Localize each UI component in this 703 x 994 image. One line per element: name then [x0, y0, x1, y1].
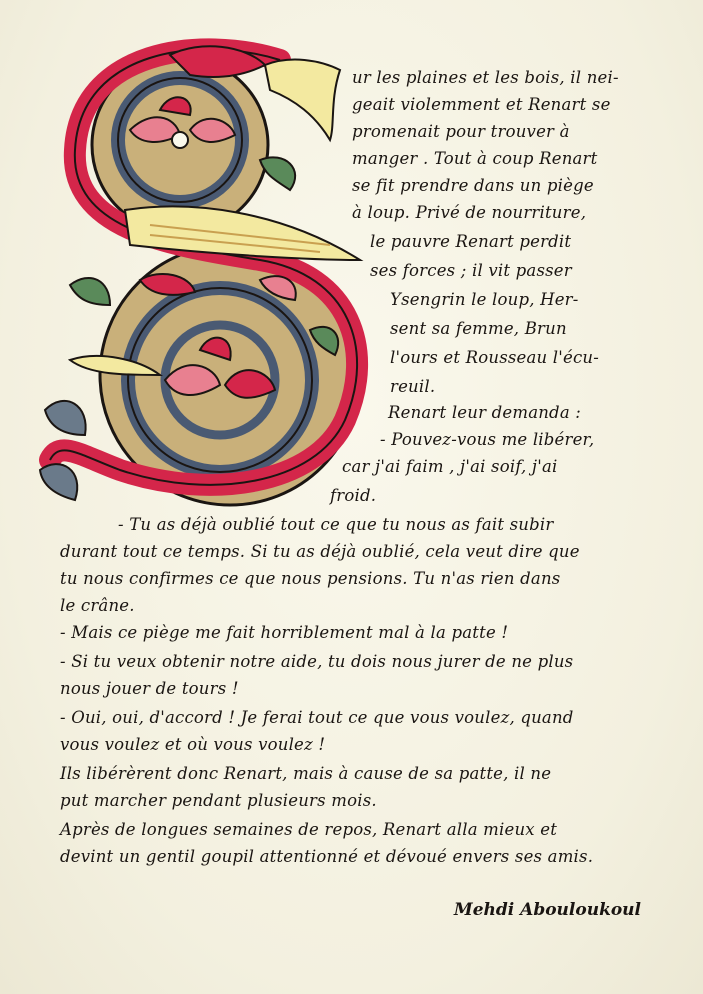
text-line: nous jouer de tours !: [60, 679, 239, 698]
text-line: geait violemment et Renart se: [352, 95, 611, 114]
text-line: - Mais ce piège me fait horriblement mal à la patte !: [60, 623, 509, 642]
text-line: promenait pour trouver à: [352, 122, 570, 141]
text-line: à loup. Privé de nourriture,: [352, 203, 587, 222]
author-signature: Mehdi Abouloukoul: [453, 900, 641, 920]
text-line: Ysengrin le loup, Her-: [390, 290, 579, 309]
text-line: ses forces ; il vit passer: [370, 261, 572, 280]
text-line: Ils libérèrent donc Renart, mais à cause de sa patte, il ne: [60, 764, 552, 783]
text-line: se fit prendre dans un piège: [352, 176, 594, 195]
text-line: vous voulez et où vous voulez !: [60, 735, 326, 754]
text-line: l'ours et Rousseau l'écu-: [390, 348, 600, 367]
text-line: le pauvre Renart perdit: [370, 232, 572, 251]
text-line: le crâne.: [60, 596, 135, 615]
text-line: devint un gentil goupil attentionné et dévoué envers ses amis.: [60, 847, 594, 866]
text-line: Renart leur demanda :: [388, 403, 582, 422]
text-line: froid.: [330, 486, 377, 505]
text-line: sent sa femme, Brun: [390, 319, 567, 338]
text-line: tu nous confirmes ce que nous pensions. Tu n'as rien dans: [60, 569, 561, 588]
text-line: manger . Tout à coup Renart: [352, 149, 598, 168]
text-line: - Tu as déjà oublié tout ce que tu nous as fait subir: [118, 515, 554, 534]
illuminated-drop-cap-s-icon: [30, 30, 380, 520]
text-line: car j'ai faim , j'ai soif, j'ai: [342, 457, 558, 476]
text-line: - Si tu veux obtenir notre aide, tu dois nous jurer de ne plus: [60, 652, 574, 671]
text-line: durant tout ce temps. Si tu as déjà oublié, cela veut dire que: [60, 542, 580, 561]
text-line: - Oui, oui, d'accord ! Je ferai tout ce que vous voulez, quand: [60, 708, 574, 727]
text-line: ur les plaines et les bois, il nei-: [352, 68, 619, 87]
text-line: - Pouvez-vous me libérer,: [380, 430, 595, 449]
text-line: put marcher pendant plusieurs mois.: [60, 791, 377, 810]
text-line: Après de longues semaines de repos, Renart alla mieux et: [60, 820, 558, 839]
text-line: reuil.: [390, 377, 436, 396]
